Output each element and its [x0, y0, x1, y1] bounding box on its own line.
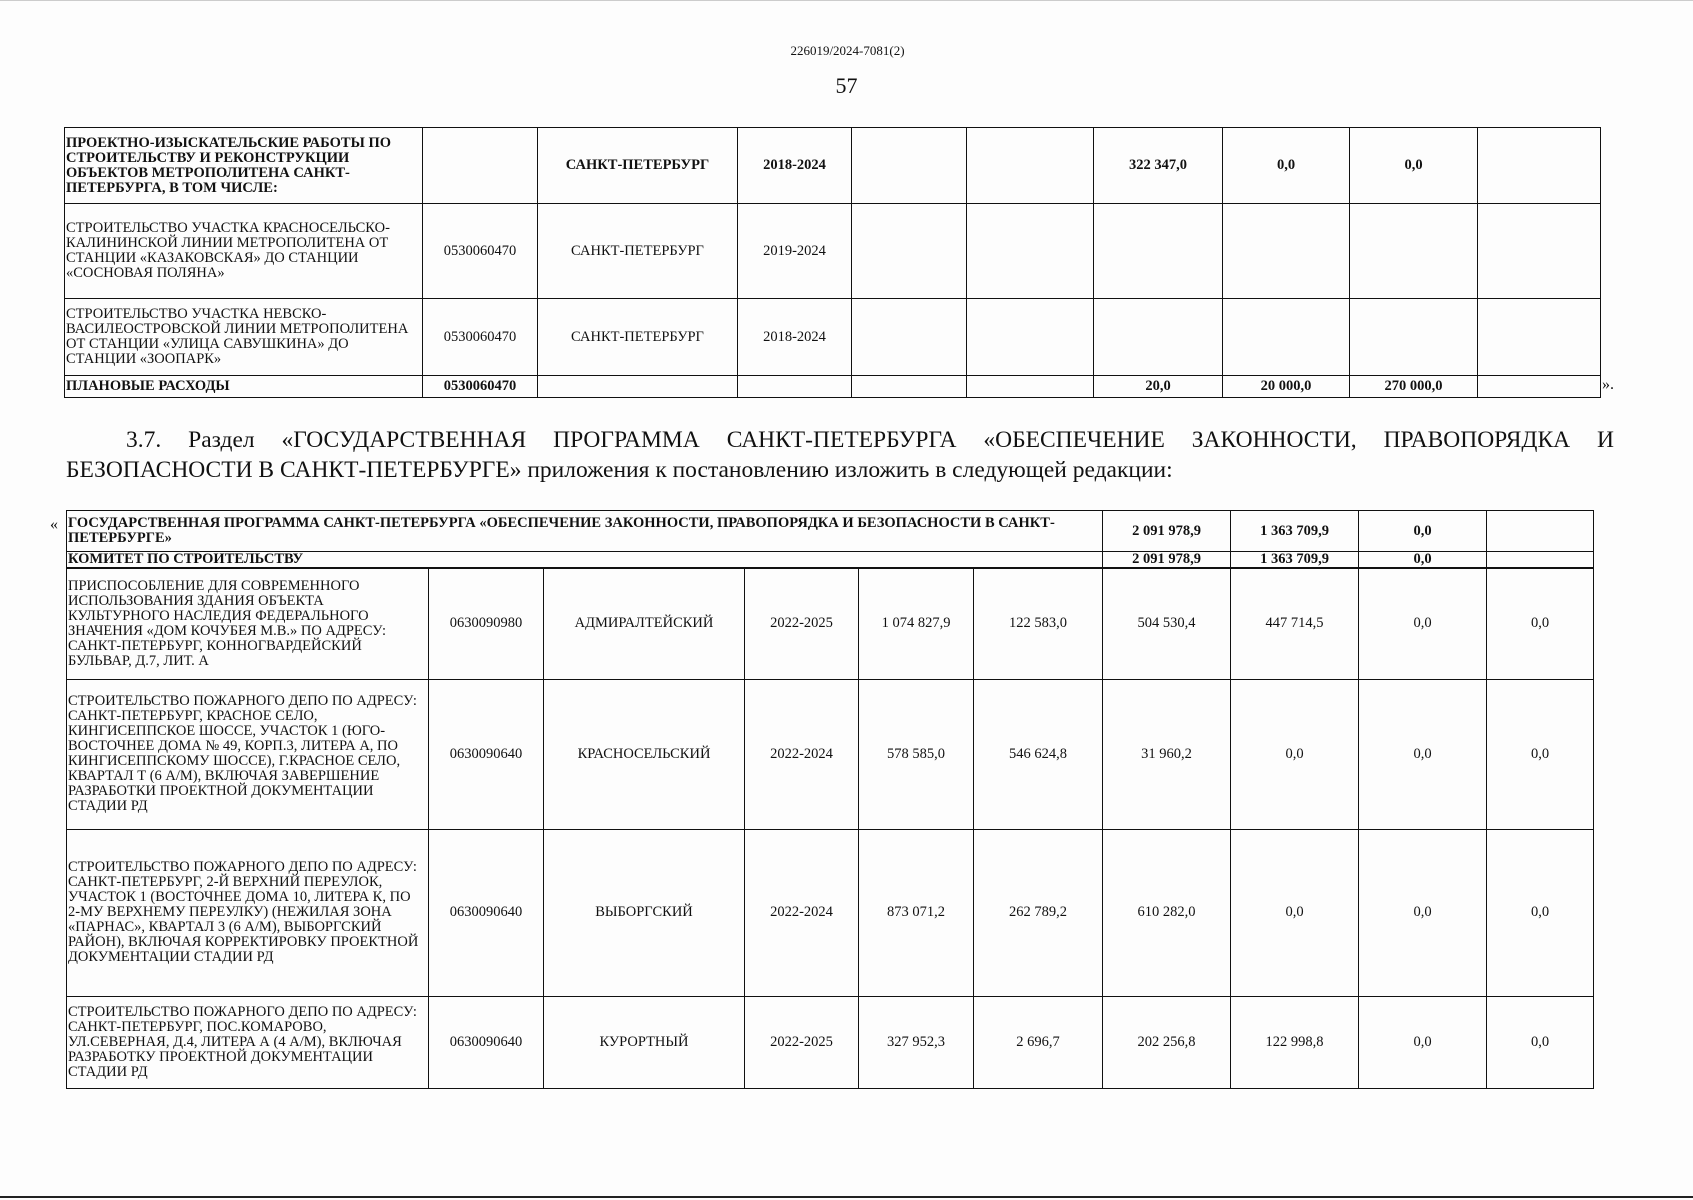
cell-value: 0,0	[1359, 829, 1487, 996]
cell-value	[852, 299, 967, 376]
cell-value	[1223, 299, 1350, 376]
row-name: ПЛАНОВЫЕ РАСХОДЫ	[65, 376, 423, 398]
cell-period: 2022-2024	[745, 679, 859, 829]
cell-value: 0,0	[1359, 511, 1487, 552]
cell-period: 2022-2025	[745, 996, 859, 1088]
cell-value	[967, 128, 1094, 204]
cell-value	[1223, 204, 1350, 299]
committee-title: КОМИТЕТ ПО СТРОИТЕЛЬСТВУ	[67, 552, 1103, 569]
cell-value: 0,0	[1359, 679, 1487, 829]
cell-value: 504 530,4	[1103, 568, 1231, 679]
cell-value: 0,0	[1359, 568, 1487, 679]
cell-district: АДМИРАЛТЕЙСКИЙ	[544, 568, 745, 679]
cell-code: 0530060470	[423, 204, 538, 299]
document-id: 226019/2024-7081(2)	[790, 43, 905, 58]
cell-value: 0,0	[1359, 996, 1487, 1088]
cell-value: 202 256,8	[1103, 996, 1231, 1088]
cell-value	[967, 204, 1094, 299]
row-name: СТРОИТЕЛЬСТВО ПОЖАРНОГО ДЕПО ПО АДРЕСУ: САНКТ-ПЕТЕРБУРГ, 2-Й ВЕРХНИЙ ПЕРЕУЛОК, УЧАСТОК 1 (ВОСТОЧНЕЕ ДОМА 10, ЛИТЕРА К, ПО 2-МУ ВЕРХНЕМУ ПЕРЕУЛКУ) (НЕЖИЛАЯ ЗОНА «ПАРНАС», КВАРТАЛ 3 (6 А/М), ВЫБОРГСКИЙ РАЙОН), ВКЛЮЧАЯ КОРРЕКТИРОВКУ ПРОЕКТНОЙ ДОКУМЕНТАЦИИ СТАДИИ РД	[67, 829, 429, 996]
cell-code: 0530060470	[423, 299, 538, 376]
cell-period: 2018-2024	[738, 128, 852, 204]
cell-value: 20 000,0	[1223, 376, 1350, 398]
cell-value	[1478, 299, 1601, 376]
cell-value	[852, 128, 967, 204]
program-title: ГОСУДАРСТВЕННАЯ ПРОГРАММА САНКТ-ПЕТЕРБУРГА «ОБЕСПЕЧЕНИЕ ЗАКОННОСТИ, ПРАВОПОРЯДКА И БЕЗОПАСНОСТИ В САНКТ-ПЕТЕРБУРГЕ»	[67, 511, 1103, 552]
cell-value: 262 789,2	[974, 829, 1103, 996]
cell-value	[852, 376, 967, 398]
cell-value	[1478, 128, 1601, 204]
table-row	[67, 996, 1594, 1088]
opening-quote: «	[50, 516, 58, 533]
cell-value	[1478, 204, 1601, 299]
cell-value	[1487, 511, 1594, 552]
cell-value	[1487, 552, 1594, 569]
cell-code	[423, 128, 538, 204]
table-row	[65, 299, 1601, 376]
cell-value: 0,0	[1350, 128, 1478, 204]
cell-district: ВЫБОРГСКИЙ	[544, 829, 745, 996]
cell-value: 20,0	[1094, 376, 1223, 398]
cell-value	[852, 204, 967, 299]
table-row	[67, 568, 1594, 679]
cell-value: 0,0	[1487, 829, 1594, 996]
cell-district: КУРОРТНЫЙ	[544, 996, 745, 1088]
cell-value: 0,0	[1231, 679, 1359, 829]
table-row	[67, 679, 1594, 829]
scan-edge-bottom	[0, 1196, 1693, 1198]
page-number: 57	[835, 73, 858, 98]
cell-value: 610 282,0	[1103, 829, 1231, 996]
cell-district: САНКТ-ПЕТЕРБУРГ	[538, 128, 738, 204]
cell-value: 1 074 827,9	[859, 568, 974, 679]
cell-district	[538, 376, 738, 398]
table-row	[65, 128, 1601, 204]
cell-value: 0,0	[1359, 552, 1487, 569]
cell-value	[1350, 299, 1478, 376]
cell-value: 2 091 978,9	[1103, 511, 1231, 552]
cell-district: САНКТ-ПЕТЕРБУРГ	[538, 204, 738, 299]
amendment-paragraph	[66, 425, 1614, 485]
cell-period: 2022-2025	[745, 568, 859, 679]
cell-value: 873 071,2	[859, 829, 974, 996]
cell-value	[1350, 204, 1478, 299]
closing-quote: ».	[1602, 376, 1614, 393]
cell-value	[1094, 299, 1223, 376]
cell-district: САНКТ-ПЕТЕРБУРГ	[538, 299, 738, 376]
cell-value	[1094, 204, 1223, 299]
row-name: СТРОИТЕЛЬСТВО ПОЖАРНОГО ДЕПО ПО АДРЕСУ: САНКТ-ПЕТЕРБУРГ, КРАСНОЕ СЕЛО, КИНГИСЕППСКОЕ ШОССЕ, УЧАСТОК 1 (ЮГО-ВОСТОЧНЕЕ ДОМА № 49, КОРП.3, ЛИТЕРА А, ПО КИНГИСЕППСКОМУ ШОССЕ), Г.КРАСНОЕ СЕЛО, КВАРТАЛ Т (6 А/М), ВКЛЮЧАЯ ЗАВЕРШЕНИЕ РАЗРАБОТКИ ПРОЕКТНОЙ ДОКУМЕНТАЦИИ СТАДИИ РД	[67, 679, 429, 829]
row-name: СТРОИТЕЛЬСТВО УЧАСТКА НЕВСКО-ВАСИЛЕОСТРОВСКОЙ ЛИНИИ МЕТРОПОЛИТЕНА ОТ СТАНЦИИ «УЛИЦА САВУШКИНА» ДО СТАНЦИИ «ЗООПАРК»	[65, 299, 423, 376]
cell-value: 122 998,8	[1231, 996, 1359, 1088]
cell-period: 2022-2024	[745, 829, 859, 996]
cell-value: 447 714,5	[1231, 568, 1359, 679]
cell-value: 270 000,0	[1350, 376, 1478, 398]
cell-code: 0630090640	[429, 679, 544, 829]
cell-code: 0630090980	[429, 568, 544, 679]
cell-value: 122 583,0	[974, 568, 1103, 679]
row-name: ПРОЕКТНО-ИЗЫСКАТЕЛЬСКИЕ РАБОТЫ ПО СТРОИТЕЛЬСТВУ И РЕКОНСТРУКЦИИ ОБЪЕКТОВ МЕТРОПОЛИТЕНА САНКТ-ПЕТЕРБУРГА, В ТОМ ЧИСЛЕ:	[65, 128, 423, 204]
cell-value: 322 347,0	[1094, 128, 1223, 204]
program-row	[67, 511, 1594, 552]
row-name: СТРОИТЕЛЬСТВО ПОЖАРНОГО ДЕПО ПО АДРЕСУ: САНКТ-ПЕТЕРБУРГ, ПОС.КОМАРОВО, УЛ.СЕВЕРНАЯ, Д.4, ЛИТЕРА А (4 А/М), ВКЛЮЧАЯ РАЗРАБОТКУ ПРОЕКТНОЙ ДОКУМЕНТАЦИИ СТАДИИ РД	[67, 996, 429, 1088]
cell-value: 2 696,7	[974, 996, 1103, 1088]
cell-value: 0,0	[1231, 829, 1359, 996]
cell-value: 2 091 978,9	[1103, 552, 1231, 569]
cell-district: КРАСНОСЕЛЬСКИЙ	[544, 679, 745, 829]
cell-period: 2019-2024	[738, 204, 852, 299]
metro-works-table	[64, 127, 1601, 398]
cell-value: 1 363 709,9	[1231, 552, 1359, 569]
table-row	[67, 829, 1594, 996]
cell-value: 0,0	[1487, 568, 1594, 679]
committee-row	[67, 552, 1594, 569]
cell-value: 578 585,0	[859, 679, 974, 829]
cell-value: 0,0	[1487, 679, 1594, 829]
row-name: СТРОИТЕЛЬСТВО УЧАСТКА КРАСНОСЕЛЬСКО-КАЛИНИНСКОЙ ЛИНИИ МЕТРОПОЛИТЕНА ОТ СТАНЦИИ «КАЗАКОВСКАЯ» ДО СТАНЦИИ «СОСНОВАЯ ПОЛЯНА»	[65, 204, 423, 299]
table-row	[65, 376, 1601, 398]
cell-value	[967, 376, 1094, 398]
cell-code: 0630090640	[429, 829, 544, 996]
cell-code: 0630090640	[429, 996, 544, 1088]
paragraph-text: 3.7. Раздел «ГОСУДАРСТВЕННАЯ ПРОГРАММА САНКТ-ПЕТЕРБУРГА «ОБЕСПЕЧЕНИЕ ЗАКОННОСТИ, ПРАВОПОРЯДКА И БЕЗОПАСНОСТИ В САНКТ-ПЕТЕРБУРГЕ» приложения к постановлению изложить в следующей редакции:	[66, 427, 1614, 483]
cell-value: 0,0	[1223, 128, 1350, 204]
cell-value: 1 363 709,9	[1231, 511, 1359, 552]
scan-edge-top	[0, 0, 1693, 1]
cell-value: 546 624,8	[974, 679, 1103, 829]
cell-code: 0530060470	[423, 376, 538, 398]
table-row	[65, 204, 1601, 299]
cell-period	[738, 376, 852, 398]
cell-value	[1478, 376, 1601, 398]
row-name: ПРИСПОСОБЛЕНИЕ ДЛЯ СОВРЕМЕННОГО ИСПОЛЬЗОВАНИЯ ЗДАНИЯ ОБЪЕКТА КУЛЬТУРНОГО НАСЛЕДИЯ ФЕДЕРАЛЬНОГО ЗНАЧЕНИЯ «ДОМ КОЧУБЕЯ М.В.» ПО АДРЕСУ: САНКТ-ПЕТЕРБУРГ, КОННОГВАРДЕЙСКИЙ БУЛЬВАР, Д.7, ЛИТ. А	[67, 568, 429, 679]
security-program-table	[66, 510, 1594, 1089]
cell-value: 31 960,2	[1103, 679, 1231, 829]
cell-period: 2018-2024	[738, 299, 852, 376]
cell-value: 327 952,3	[859, 996, 974, 1088]
cell-value	[967, 299, 1094, 376]
cell-value: 0,0	[1487, 996, 1594, 1088]
